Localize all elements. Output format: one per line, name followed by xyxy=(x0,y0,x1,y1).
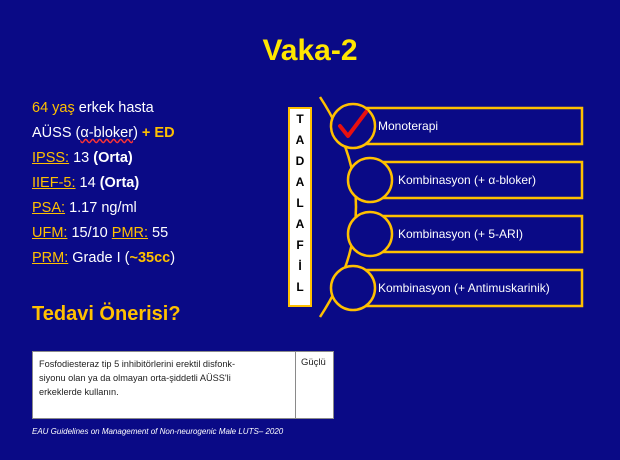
drug-letter: A xyxy=(295,175,305,189)
iief-value: 14 xyxy=(75,175,100,191)
recommendation-table xyxy=(32,351,334,419)
option-circle-antimuscarinic xyxy=(331,266,375,310)
ause-suffix: ) xyxy=(133,125,138,141)
option-label-antimuscarinic: Kombinasyon (+ Antimuskarinik) xyxy=(378,281,550,295)
pmr-value: 55 xyxy=(148,225,169,241)
age-value: 64 yaş xyxy=(32,100,75,116)
prm-value: Grade I ( xyxy=(68,250,130,266)
ipss-grade: (Orta) xyxy=(93,150,133,166)
prm-volume: ~35cc xyxy=(129,250,171,266)
option-label-monotherapy: Monoterapi xyxy=(378,119,439,133)
recommendation-grade: Güçlü xyxy=(301,357,326,368)
option-circle-5ari xyxy=(348,212,392,256)
option-label-alpha-blocker: Kombinasyon (+ α-bloker) xyxy=(398,173,536,187)
iief-label: IIEF-5: xyxy=(32,175,76,191)
drug-letter: D xyxy=(295,154,305,168)
ause-drug: α-bloker xyxy=(80,125,134,141)
recommendation-text xyxy=(39,357,291,399)
prm-label: PRM: xyxy=(32,250,69,266)
slide-title: Vaka-2 xyxy=(262,34,358,67)
recommendation-line: siyonu olan ya da olmayan orta-şiddetli AÜSS'li xyxy=(39,373,231,383)
drug-letter: L xyxy=(296,280,304,294)
drug-letter: F xyxy=(296,238,304,252)
psa-label: PSA: xyxy=(32,200,66,216)
ipss-value: 13 xyxy=(69,150,94,166)
drug-letter: T xyxy=(296,112,304,126)
ufm-value: 15/10 xyxy=(67,225,112,241)
ause-plus-ed: + ED xyxy=(137,125,175,141)
age-rest: erkek hasta xyxy=(74,100,154,116)
recommendation-line: erkeklerde kullanın. xyxy=(39,387,119,397)
psa-value: 1.17 ng/ml xyxy=(65,200,137,216)
source-citation: EAU Guidelines on Management of Non-neurogenic Male LUTS– 2020 xyxy=(32,427,284,436)
option-label-5ari: Kombinasyon (+ 5-ARI) xyxy=(398,227,524,241)
drug-letter: L xyxy=(296,196,304,210)
prm-close: ) xyxy=(170,250,176,266)
ufm-label: UFM: xyxy=(32,225,68,241)
iief-grade: (Orta) xyxy=(99,175,140,191)
option-circle-alpha-blocker xyxy=(348,158,392,202)
drug-letter: A xyxy=(295,133,305,147)
recommendation-line: Fosfodiesteraz tip 5 inhibitörlerini erektil disfonk- xyxy=(39,359,236,369)
ipss-label: IPSS: xyxy=(32,150,70,166)
treatment-question: Tedavi Önerisi? xyxy=(32,303,181,325)
table-divider xyxy=(295,352,296,418)
ause-prefix: AÜSS ( xyxy=(32,125,81,141)
drug-letter: İ xyxy=(298,259,302,273)
pmr-label: PMR: xyxy=(111,225,149,241)
drug-letter: A xyxy=(295,217,305,231)
